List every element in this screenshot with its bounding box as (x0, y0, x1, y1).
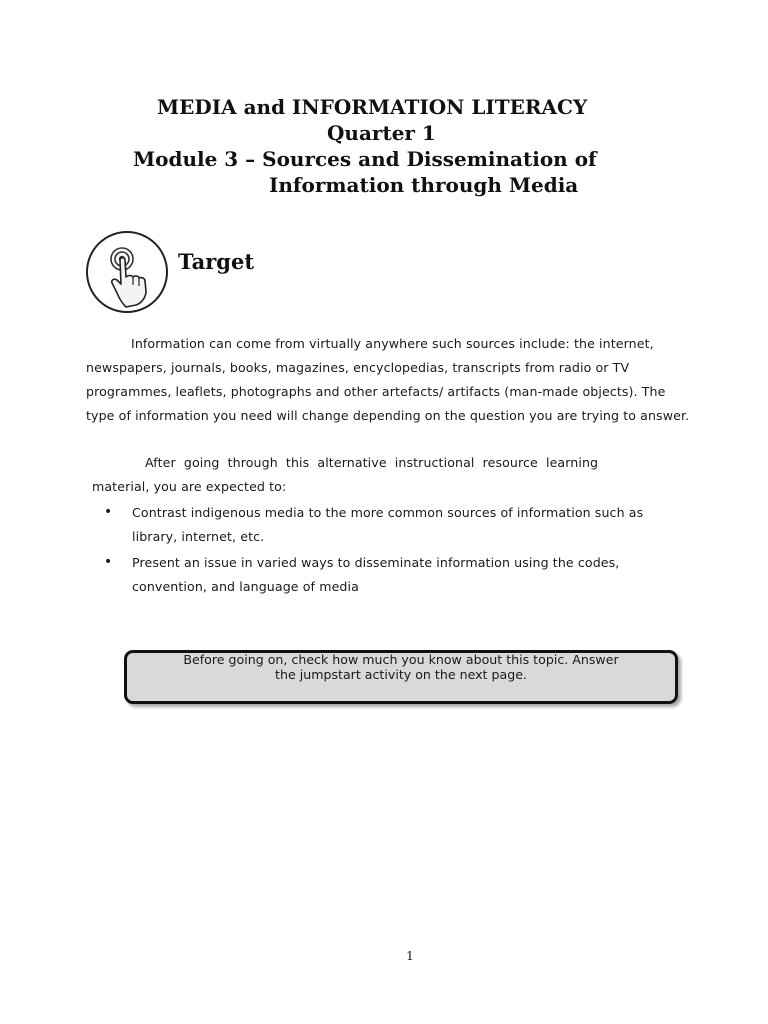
callout-line-2: the jumpstart activity on the next page. (275, 667, 527, 682)
quarter-title: Quarter 1 (327, 121, 436, 145)
objectives-list (104, 504, 704, 604)
objective-line: Contrast indigenous media to the more common sources of information such as (132, 505, 644, 520)
target-heading: Target (178, 249, 255, 274)
expectations-line-1: After going through this alternative instructional resource learning (145, 455, 599, 470)
jumpstart-callout (124, 650, 678, 704)
callout-line-1: Before going on, check how much you know about this topic. Answer (183, 652, 619, 667)
intro-line-3: programmes, leaflets, photographs and other artefacts/ artifacts (man-made objects). The (86, 384, 666, 399)
pointing-hand-icon (84, 229, 170, 315)
bullet-icon: • (104, 504, 113, 520)
bullet-icon: • (104, 554, 113, 570)
intro-line-1: Information can come from virtually anywhere such sources include: the internet, (131, 336, 654, 351)
module-title-line-2: Information through Media (269, 173, 579, 197)
subject-title: MEDIA and INFORMATION LITERACY (157, 95, 588, 119)
objective-line: convention, and language of media (132, 579, 359, 594)
objective-item (104, 554, 704, 602)
intro-line-4: type of information you need will change depending on the question you are trying to answer. (86, 408, 690, 423)
page-number: 1 (406, 949, 414, 963)
objective-line: library, internet, etc. (132, 529, 265, 544)
intro-line-2: newspapers, journals, books, magazines, encyclopedias, transcripts from radio or TV (86, 360, 630, 375)
module-title-line-1: Module 3 – Sources and Dissemination of (133, 147, 597, 171)
objective-item (104, 504, 704, 552)
objective-line: Present an issue in varied ways to disseminate information using the codes, (132, 555, 620, 570)
expectations-line-2: material, you are expected to: (92, 479, 287, 494)
